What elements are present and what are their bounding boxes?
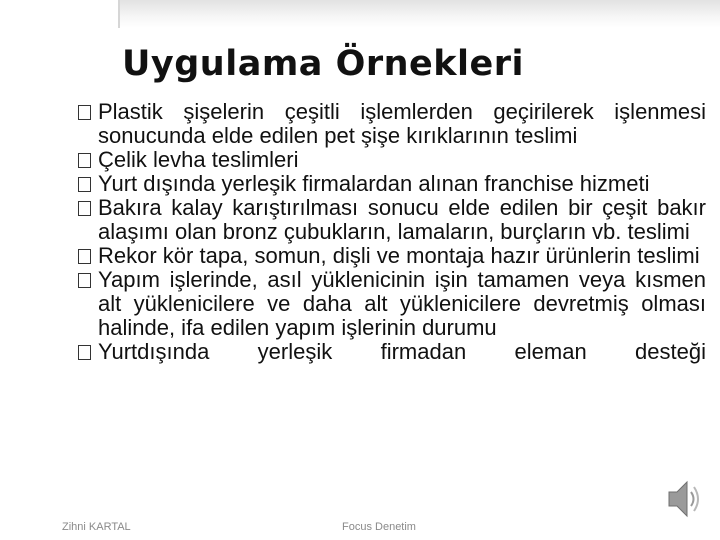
bullet-item [76, 340, 706, 364]
bullet-item [76, 196, 706, 244]
bullet-text: Çelik levha teslimleri [98, 147, 299, 172]
bullet-item [76, 148, 706, 172]
square-bullet-icon [78, 345, 91, 360]
square-bullet-icon [78, 177, 91, 192]
slide-title: Uygulama Örnekleri [122, 44, 525, 84]
bullet-text: Bakıra kalay karıştırılması sonucu elde edilen bir çeşit bakır alaşımı olan bronz çubukların, lamaların, burçların vb. teslimi [98, 195, 706, 244]
top-frame-decoration [118, 0, 720, 28]
bullet-item [76, 268, 706, 340]
footer-company: Focus Denetim [342, 521, 416, 533]
square-bullet-icon [78, 273, 91, 288]
square-bullet-icon [78, 153, 91, 168]
bullet-item [76, 244, 706, 268]
square-bullet-icon [78, 201, 91, 216]
footer-author: Zihni KARTAL [62, 521, 131, 533]
square-bullet-icon [78, 105, 91, 120]
bullet-item [76, 172, 706, 196]
bullet-text: Yapım işlerinde, asıl yüklenicinin işin tamamen veya kısmen alt yüklenicilere ve daha alt yüklenicilere devretmiş olması halinde, ifa edilen yapım işlerinin durumu [98, 267, 706, 340]
bullet-item [76, 100, 706, 148]
bullet-text: Rekor kör tapa, somun, dişli ve montaja hazır ürünlerin teslimi [98, 243, 700, 268]
speaker-icon[interactable] [666, 477, 702, 521]
square-bullet-icon [78, 249, 91, 264]
bullet-text: Yurtdışında yerleşik firmadan eleman desteği [98, 339, 706, 364]
bullet-text: Yurt dışında yerleşik firmalardan alınan franchise hizmeti [98, 171, 650, 196]
left-frame-decoration [118, 0, 120, 28]
bullet-list [76, 100, 706, 364]
bullet-text: Plastik şişelerin çeşitli işlemlerden geçirilerek işlenmesi sonucunda elde edilen pet şişe kırıklarının teslimi [98, 99, 706, 148]
